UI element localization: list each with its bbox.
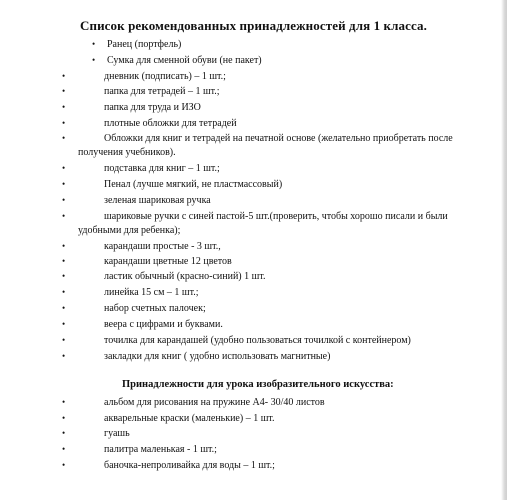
list-item: дневник (подписать) – 1 шт.; — [104, 71, 226, 82]
bullet-icon: • — [62, 335, 66, 345]
bullet-icon: • — [62, 397, 66, 407]
list-item: набор счетных палочек; — [104, 303, 206, 314]
bullet-icon: • — [62, 118, 66, 128]
list-item: папка для труда и ИЗО — [104, 102, 201, 113]
list-item: палитра маленькая - 1 шт.; — [104, 444, 217, 455]
bullet-icon: • — [62, 319, 66, 329]
list-item-continuation: удобными для ребенка); — [78, 225, 181, 236]
bullet-icon: • — [62, 133, 66, 143]
bullet-icon: • — [62, 256, 66, 266]
bullet-icon: • — [62, 271, 66, 281]
section-heading: Принадлежности для урока изобразительного искусства: — [122, 379, 394, 390]
list-item: акварельные краски (маленькие) – 1 шт. — [104, 413, 275, 424]
bullet-icon: • — [62, 351, 66, 361]
list-item: точилка для карандашей (удобно пользоваться точилкой с контейнером) — [104, 335, 411, 346]
list-item: Обложки для книг и тетрадей на печатной основе (желательно приобретать после — [104, 133, 453, 144]
list-item: подставка для книг – 1 шт.; — [104, 163, 220, 174]
list-item: карандаши простые - 3 шт., — [104, 241, 221, 252]
list-item: плотные обложки для тетрадей — [104, 118, 237, 129]
bullet-icon: • — [62, 71, 66, 81]
bullet-icon: • — [62, 163, 66, 173]
bullet-icon: • — [62, 287, 66, 297]
bullet-icon: • — [62, 303, 66, 313]
page-title: Список рекомендованных принадлежностей для 1 класса. — [80, 18, 427, 33]
bullet-icon: • — [62, 102, 66, 112]
list-item: баночка-непроливайка для воды – 1 шт.; — [104, 460, 275, 471]
list-item: закладки для книг ( удобно использовать магнитные) — [104, 351, 331, 362]
list-item: гуашь — [104, 428, 130, 439]
bullet-icon: • — [62, 211, 66, 221]
list-item-continuation: получения учебников). — [78, 147, 176, 158]
bullet-icon: • — [92, 55, 96, 65]
list-item: альбом для рисования на пружине А4- 30/40 листов — [104, 397, 325, 408]
list-item: Пенал (лучше мягкий, не пластмассовый) — [104, 179, 283, 190]
bullet-icon: • — [62, 444, 66, 454]
list-item: шариковые ручки с синей пастой-5 шт.(проверить, чтобы хорошо писали и были — [104, 211, 448, 222]
list-item: зеленая шариковая ручка — [104, 195, 211, 206]
bullet-icon: • — [62, 179, 66, 189]
bullet-icon: • — [62, 195, 66, 205]
bullet-icon: • — [92, 39, 96, 49]
bullet-icon: • — [62, 86, 66, 96]
list-item: Ранец (портфель) — [107, 39, 182, 50]
bullet-icon: • — [62, 428, 66, 438]
bullet-icon: • — [62, 241, 66, 251]
list-item: ластик обычный (красно-синий) 1 шт. — [104, 271, 266, 282]
bullet-icon: • — [62, 460, 66, 470]
list-item: веера с цифрами и буквами. — [104, 319, 223, 330]
list-item: линейка 15 см – 1 шт.; — [104, 287, 199, 298]
list-item: Сумка для сменной обуви (не пакет) — [107, 55, 262, 66]
list-item: папка для тетрадей – 1 шт.; — [104, 86, 220, 97]
bullet-icon: • — [62, 413, 66, 423]
list-item: карандаши цветные 12 цветов — [104, 256, 232, 267]
page-edge-shadow — [501, 0, 507, 500]
